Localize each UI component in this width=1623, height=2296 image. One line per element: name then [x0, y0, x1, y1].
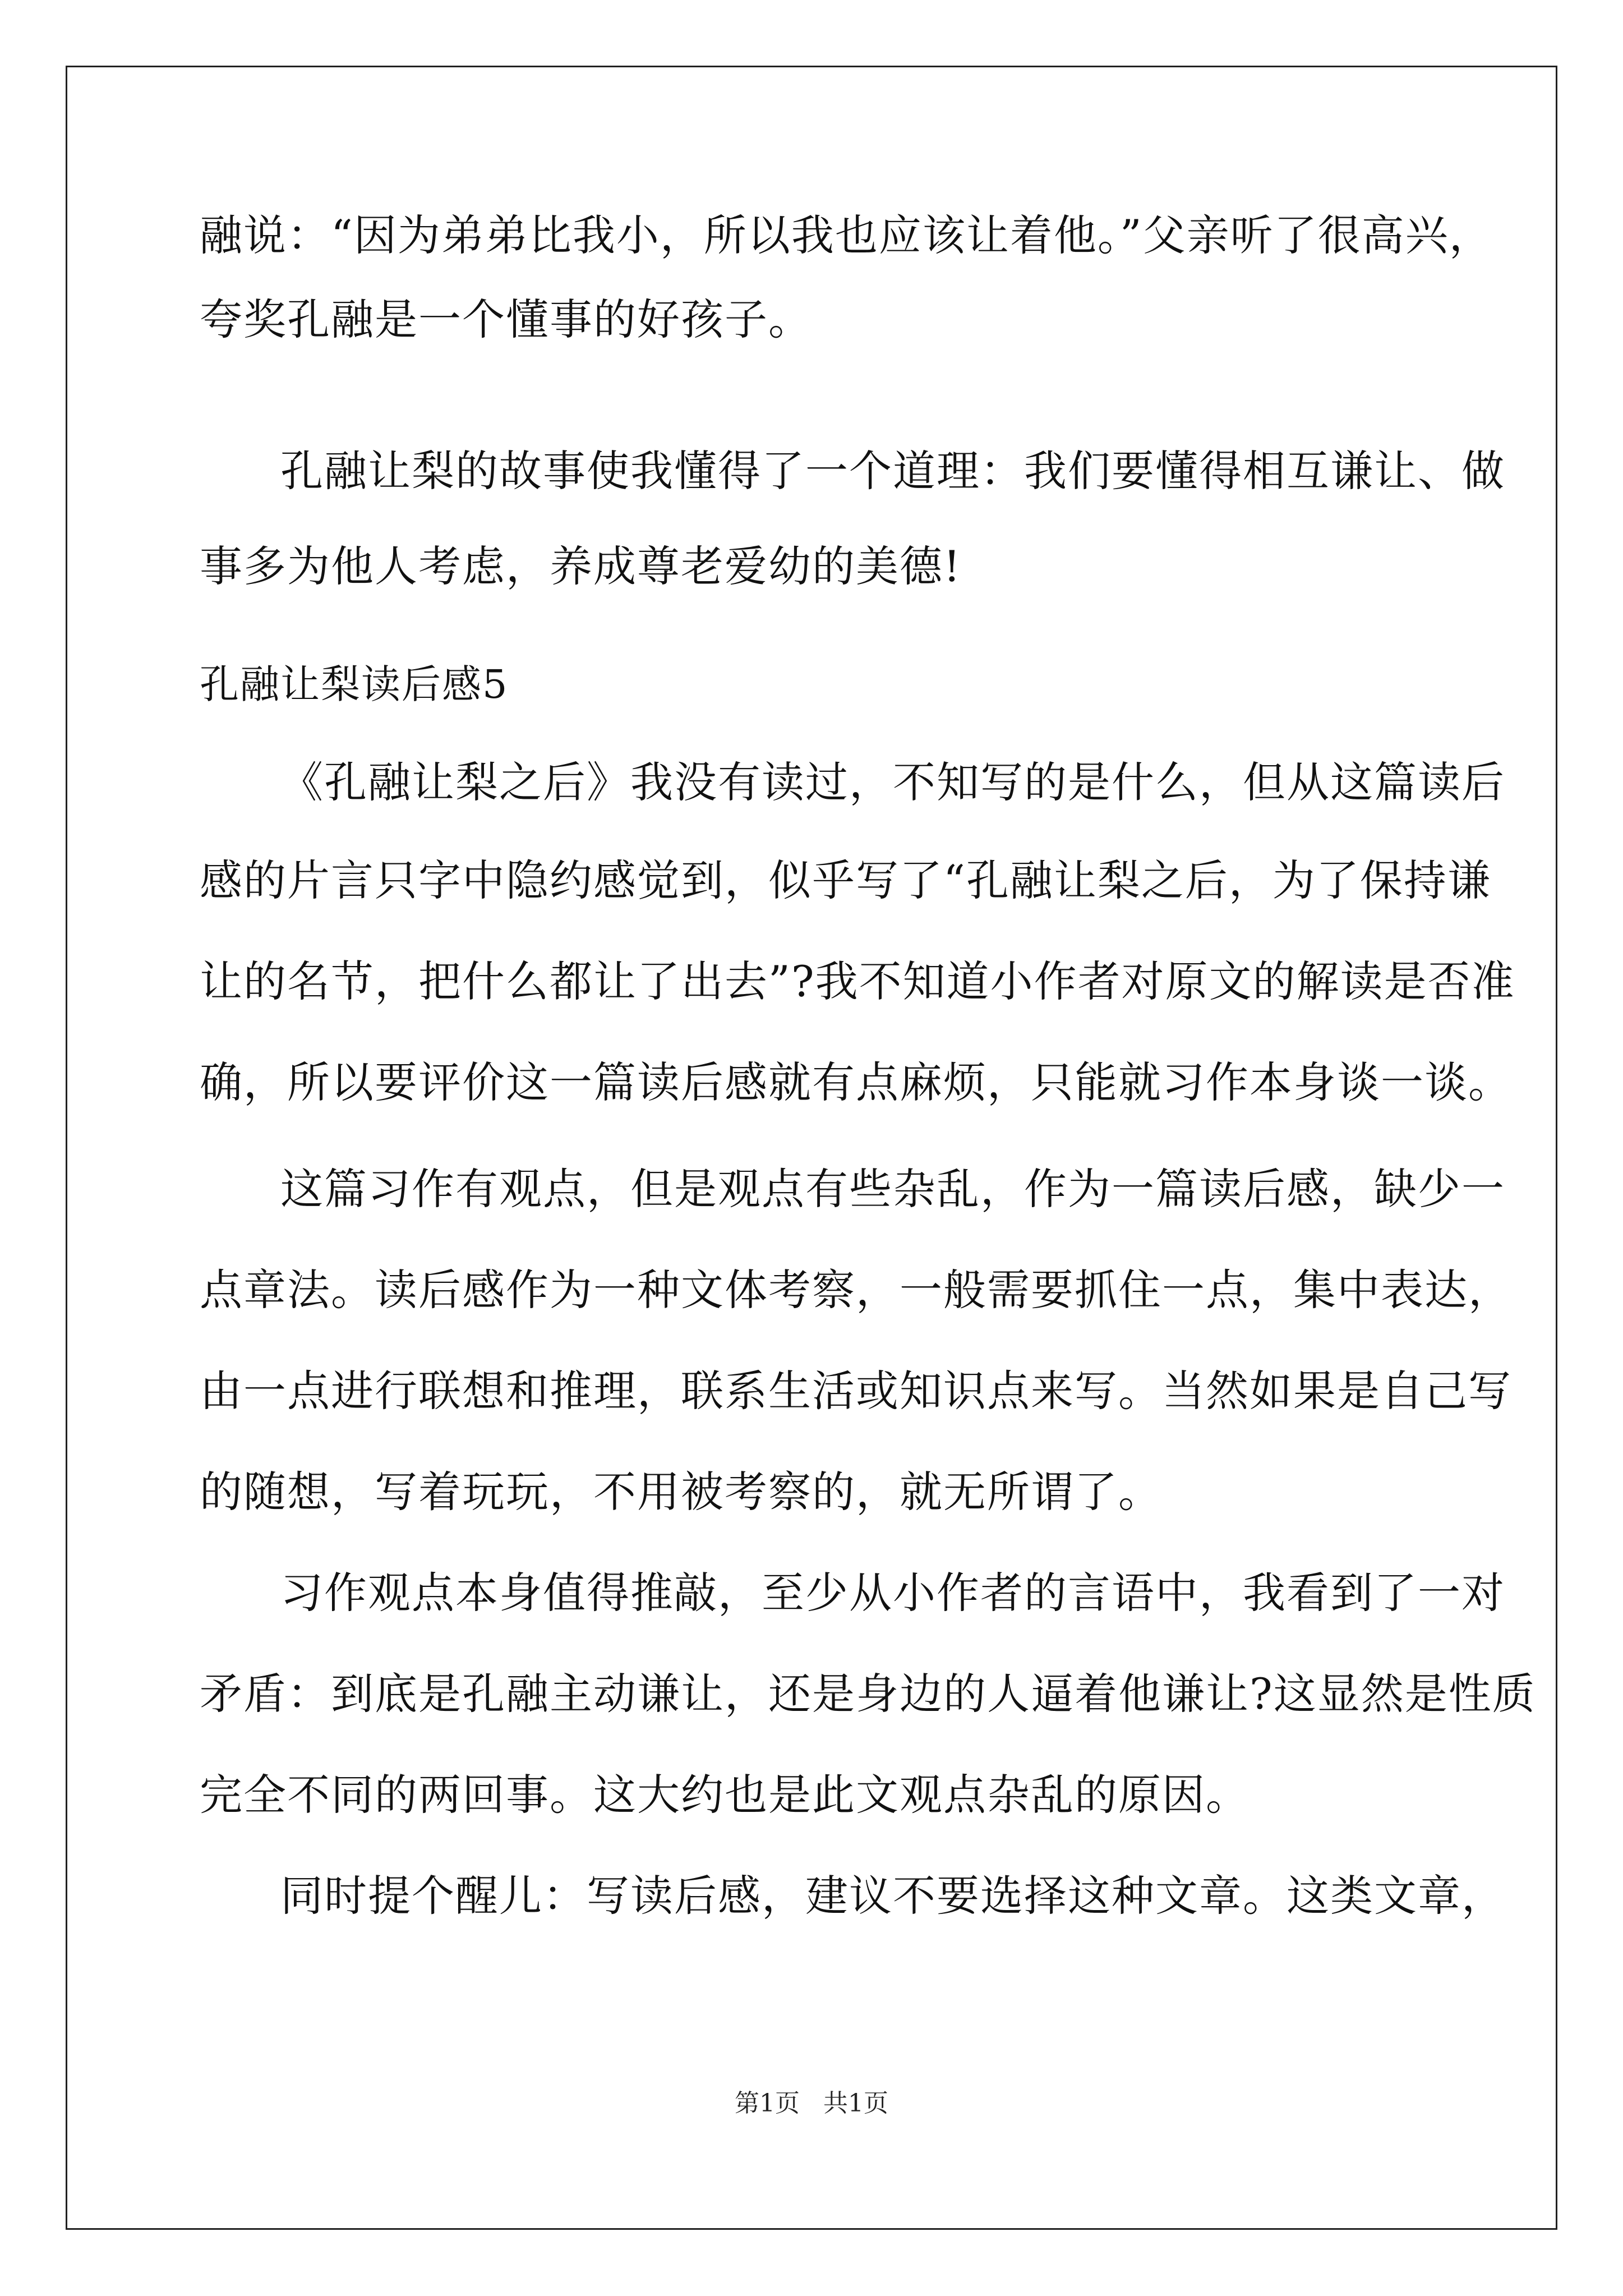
paragraph-line: 让的名节，把什么都让了出去”?我不知道小作者对原文的解读是否准	[200, 956, 1515, 1006]
paragraph-line: 夸奖孔融是一个懂事的好孩子。	[200, 295, 812, 344]
paragraph-line: 同时提个醒儿：写读后感，建议不要选择这种文章。这类文章，	[280, 1871, 1505, 1921]
paragraph-line: 的随想，写着玩玩，不用被考察的，就无所谓了。	[200, 1467, 1162, 1517]
paragraph-line: 点章法。读后感作为一种文体考察，一般需要抓住一点，集中表达，	[200, 1265, 1512, 1315]
paragraph-line: 习作观点本身值得推敲，至少从小作者的言语中，我看到了一对	[280, 1568, 1505, 1618]
paragraph-line: 事多为他人考虑，养成尊老爱幼的美德!	[200, 541, 962, 591]
paragraph-line: 这篇习作有观点，但是观点有些杂乱，作为一篇读后感，缺少一	[280, 1164, 1505, 1214]
paragraph-line: 完全不同的两回事。这大约也是此文观点杂乱的原因。	[200, 1770, 1249, 1820]
paragraph-line: 感的片言只字中隐约感觉到，似乎写了“孔融让梨之后，为了保持谦	[200, 855, 1491, 905]
paragraph-line: 融说：“因为弟弟比我小，所以我也应该让着他。”父亲听了很高兴，	[200, 210, 1493, 260]
paragraph-line: 矛盾：到底是孔融主动谦让，还是身边的人逼着他谦让?这显然是性质	[200, 1669, 1536, 1719]
paragraph-line: 确，所以要评价这一篇读后感就有点麻烦，只能就习作本身谈一谈。	[200, 1057, 1512, 1107]
paragraph-line: 由一点进行联想和推理，联系生活或知识点来写。当然如果是自己写	[200, 1366, 1512, 1416]
page-footer	[0, 2087, 1623, 2120]
paragraph-line: 孔融让梨的故事使我懂得了一个道理：我们要懂得相互谦让、做	[280, 446, 1505, 496]
paragraph-line: 《孔融让梨之后》我没有读过，不知写的是什么，但从这篇读后	[280, 757, 1505, 807]
section-heading: 孔融让梨读后感5	[200, 661, 509, 707]
page-total: 共1页	[823, 2089, 888, 2118]
page-number: 第1页	[735, 2089, 800, 2118]
